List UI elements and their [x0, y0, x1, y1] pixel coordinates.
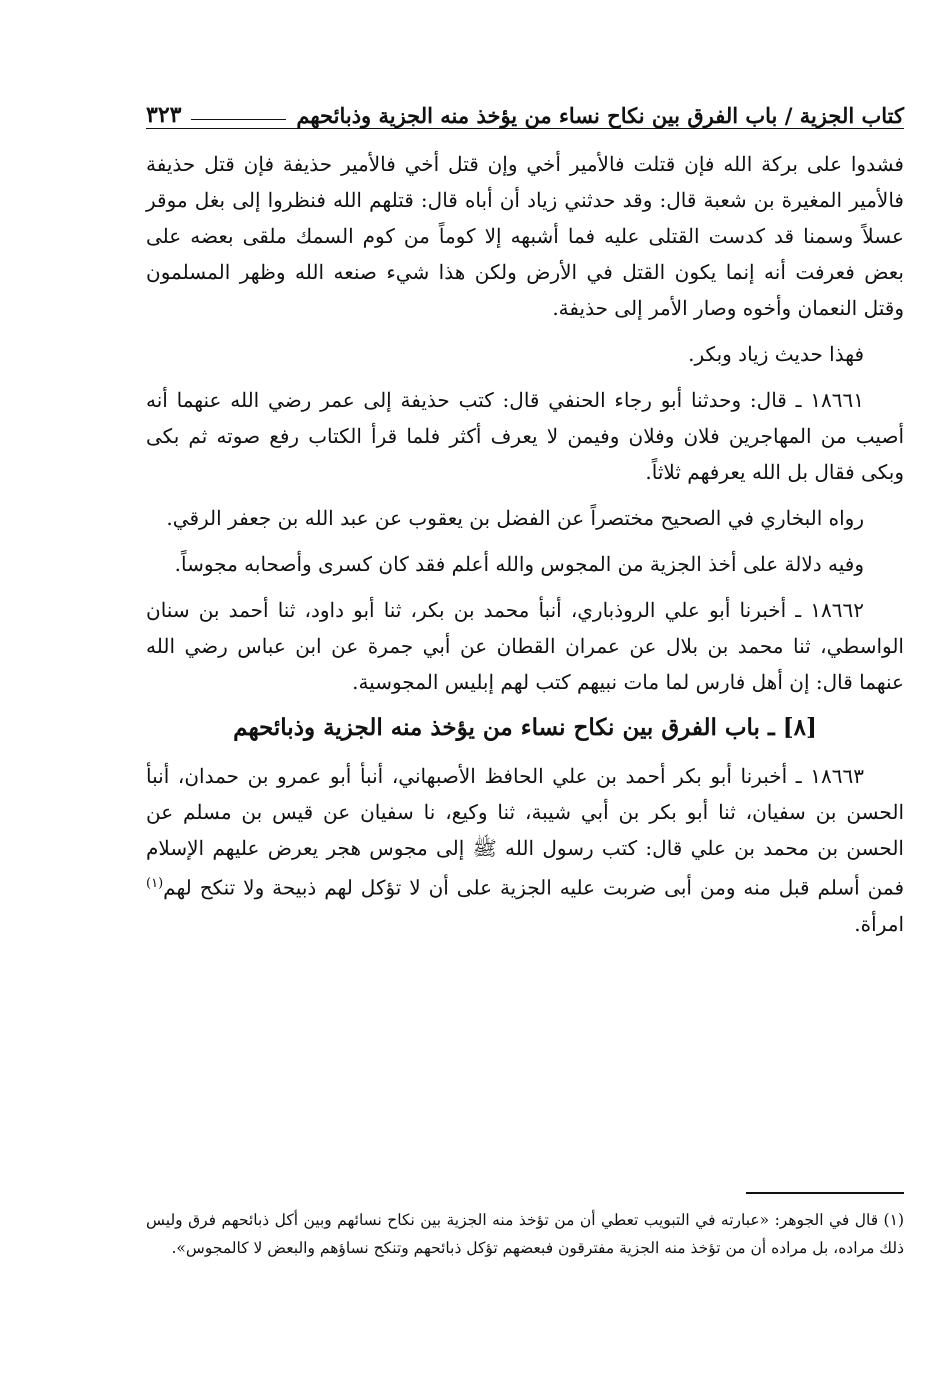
- body-text: [146, 146, 904, 952]
- running-header: [146, 88, 904, 129]
- footnote-1: (١) قال في الجوهر: «عبارته في التبويب تعطي أن من تؤخذ منه الجزية بين نكاح نسائهم وبين أكل ذبائحهم فرق وليس ذلك مراده، بل مراده أن من تؤخذ منه الجزية مفترقون فبعضهم تؤكل ذبائحهم وتنكح نساؤهم والبعض لا كالمجوس».: [146, 1211, 904, 1257]
- footnotes: [146, 1206, 904, 1262]
- hadith-18663: [146, 758, 904, 942]
- paragraph-commentary: وفيه دلالة على أخذ الجزية من المجوس والله أعلم فقد كان كسرى وأصحابه مجوساً.: [174, 552, 864, 576]
- section-heading: [٨] ـ باب الفرق بين نكاح نساء من يؤخذ منه الجزية وذبائحهم: [233, 714, 817, 741]
- paragraph-conclusion: فهذا حديث زياد وبكر.: [688, 342, 864, 366]
- page-number: ٣٢٣: [146, 102, 182, 128]
- running-title: كتاب الجزية / باب الفرق بين نكاح نساء من يؤخذ منه الجزية وذبائحهم: [296, 103, 904, 128]
- paragraph-bukhari-note: رواه البخاري في الصحيح مختصراً عن الفضل بن يعقوب عن عبد الله بن جعفر الرقي.: [166, 506, 864, 530]
- header-rule: [191, 119, 286, 120]
- hadith-18663-end: امرأة.: [854, 911, 904, 936]
- footnote-divider: [746, 1192, 904, 1194]
- hadith-18662: ١٨٦٦٢ ـ أخبرنا أبو علي الروذباري، أنبأ محمد بن بكر، ثنا أبو داود، ثنا أحمد بن سنان الواسطي، ثنا محمد بن بلال عن عمران القطان عن أبي جمرة عن ابن عباس رضي الله عنهما قال: إن أهل فارس لما مات نبيهم كتب لهم إبليس المجوسية.: [146, 598, 904, 694]
- hadith-18663-text: ١٨٦٦٣ ـ أخبرنا أبو بكر أحمد بن علي الحافظ الأصبهاني، أنبأ أبو عمرو بن حمدان، أنبأ الحسن بن سفيان، ثنا أبو بكر بن أبي شيبة، ثنا وكيع، نا سفيان عن قيس بن مسلم عن الحسن بن محمد بن علي قال: كتب رسول الله ﷺ إلى مجوس هجر يعرض عليهم الإسلام فمن أسلم قبل منه ومن أبى ضربت عليه الجزية على أن لا تؤكل لهم ذبيحة ولا تنكح لهم: [146, 764, 904, 900]
- footnote-marker[interactable]: (١): [146, 876, 164, 891]
- hadith-18661: ١٨٦٦١ ـ قال: وحدثنا أبو رجاء الحنفي قال: كتب حذيفة إلى عمر رضي الله عنهما أنه أصيب من المهاجرين فلان وفلان وفيمن لا يعرف أكثر فلما قرأ الكتاب رفع صوته ثم بكى وبكى فقال بل الله يعرفهم ثلاثاً.: [146, 388, 905, 484]
- paragraph-continuation: فشدوا على بركة الله فإن قتلت فالأمير أخي وإن قتل أخي فالأمير حذيفة فإن قتل حذيفة فالأمير المغيرة بن شعبة قال: وقد حدثني زياد أن أباه قال: قتلهم الله فنظروا إلى بغل موقر عسلاً وسمنا قد كدست القتلى عليه فما أشبهه إلا كوماً من كوم السمك ملقى بعضه على بعض فعرفت أنه إنما يكون القتل في الأرض ولكن هذا شيء صنعه الله وظهر المسلمون وقتل النعمان وأخوه وصار الأمر إلى حذيفة.: [146, 152, 904, 320]
